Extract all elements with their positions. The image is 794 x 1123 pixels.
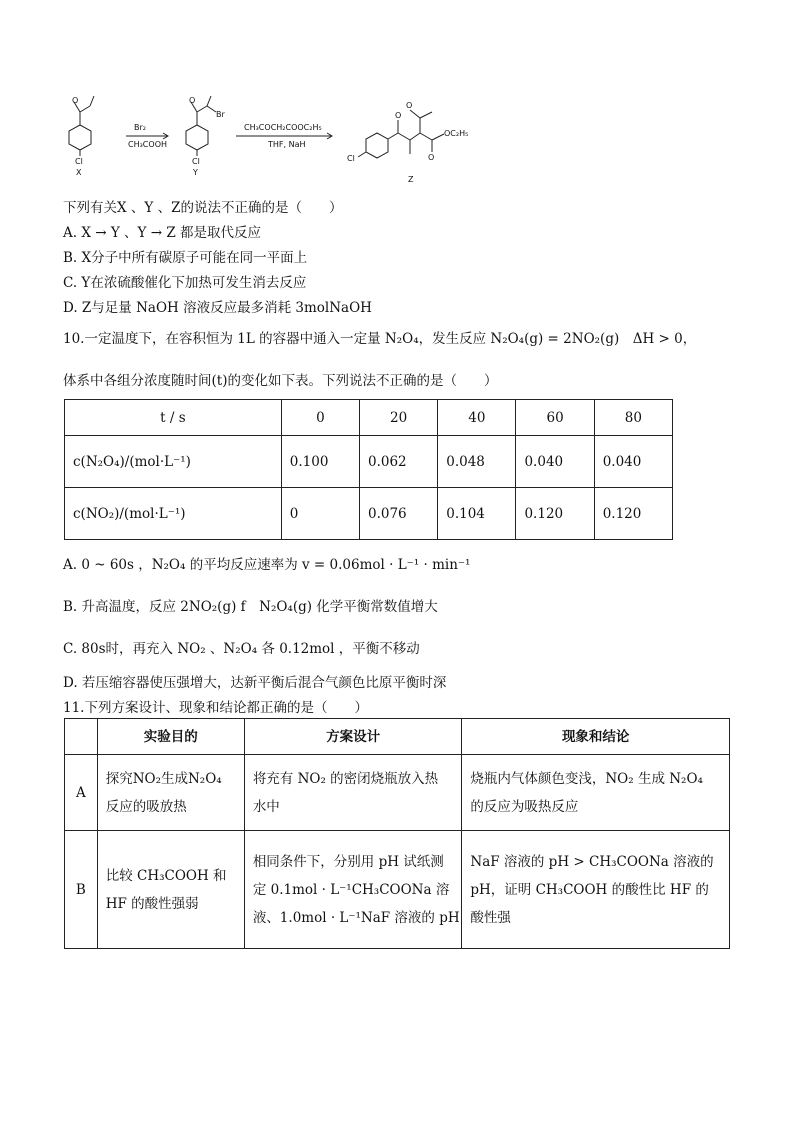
y-br-label: Br	[216, 110, 225, 119]
cell-line: 比较 CH₃COOH 和	[105, 867, 227, 884]
table-row	[65, 488, 673, 540]
cell-line: 将充有 NO₂ 的密闭烧瓶放入热	[252, 770, 439, 787]
q10-option-b[interactable]: B. 升高温度，反应 2NO₂(g) f N₂O₄(g) 化学平衡常数值增大	[63, 599, 438, 615]
cell-line: 的反应为吸热反应	[470, 798, 579, 815]
table-cell: 0.120	[594, 488, 672, 540]
q10-stem-line1: 10.一定温度下，在容积恒为 1L 的容器中通入一定量 N₂O₄，发生反应 N₂O₄(g) = 2NO₂(g) ΔH > 0，	[63, 331, 697, 347]
q10-stem-line2: 体系中各组分浓度随时间(t)的变化如下表。下列说法不正确的是（ ）	[63, 373, 498, 389]
table-cell-design	[244, 755, 462, 831]
table-cell-purpose	[97, 755, 244, 831]
row-label-b: B	[65, 831, 98, 949]
table-cell: 0.040	[516, 436, 594, 488]
arrow1-reagent: Br₂	[134, 123, 146, 132]
row-label-a: A	[65, 755, 98, 831]
table-cell: 0.104	[438, 488, 516, 540]
table-cell-result	[462, 755, 730, 831]
x-benzene-ring	[69, 125, 91, 150]
cell-line: 烧瓶内气体颜色变浅，NO₂ 生成 N₂O₄	[470, 770, 703, 787]
table-cell: 0.062	[360, 436, 438, 488]
z-benzene-ring	[366, 133, 388, 158]
cell-line: pH，证明 CH₃COOH 的酸性比 HF 的	[470, 881, 709, 898]
col-header: 60	[516, 400, 594, 436]
q9-option-c[interactable]: C. Y在浓硫酸催化下加热可发生消去反应	[63, 275, 307, 291]
table-cell: 0.100	[281, 436, 359, 488]
reaction-scheme	[60, 88, 510, 188]
z-cl-label: Cl	[347, 154, 355, 163]
table-cell: 0.040	[594, 436, 672, 488]
col-header-time: t / s	[65, 400, 282, 436]
q9-option-a[interactable]: A. X → Y 、Y → Z 都是取代反应	[63, 225, 262, 241]
table-cell-result	[462, 831, 730, 949]
table-cell: 0	[281, 488, 359, 540]
col-header-design: 方案设计	[244, 719, 462, 755]
col-header-result: 现象和结论	[462, 719, 730, 755]
col-header: 20	[360, 400, 438, 436]
cell-line: NaF 溶液的 pH > CH₃COONa 溶液的	[470, 853, 714, 870]
y-cl-label: Cl	[192, 157, 200, 166]
q9-option-d[interactable]: D. Z与足量 NaOH 溶液反应最多消耗 3molNaOH	[63, 300, 372, 316]
cell-line: 相同条件下，分别用 pH 试纸测	[252, 853, 444, 870]
y-label: Y	[193, 168, 198, 177]
experiment-table	[64, 718, 730, 949]
row-label-n2o4: c(N₂O₄)/(mol·L⁻¹)	[65, 436, 282, 488]
q10-option-a[interactable]: A. 0 ~ 60s ，N₂O₄ 的平均反应速率为 v = 0.06mol · L⁻¹ · min⁻¹	[63, 557, 471, 573]
table-cell-design	[244, 831, 462, 949]
z-ester-label: OC₂H₅	[444, 129, 469, 138]
col-header-option	[65, 719, 98, 755]
table-row	[65, 831, 730, 949]
svg-text:O: O	[189, 96, 196, 105]
table-cell: 0.120	[516, 488, 594, 540]
x-cl-label: Cl	[75, 157, 83, 166]
concentration-table	[64, 399, 673, 540]
arrow1-solvent: CH₃COOH	[128, 140, 168, 149]
table-cell-purpose	[97, 831, 244, 949]
arrow2-conditions: THF, NaH	[268, 140, 306, 149]
col-header: 80	[594, 400, 672, 436]
col-header: 0	[281, 400, 359, 436]
y-benzene-ring	[186, 125, 208, 150]
q11-stem: 11.下列方案设计、现象和结论都正确的是（ ）	[63, 700, 368, 716]
cell-line: 水中	[252, 798, 280, 815]
svg-text:O: O	[72, 96, 79, 105]
z-label: Z	[408, 175, 414, 184]
q9-stem: 下列有关X 、Y 、Z的说法不正确的是（ ）	[63, 200, 343, 216]
cell-line: 液、1.0mol · L⁻¹NaF 溶液的 pH	[252, 909, 460, 926]
cell-line: 酸性强	[470, 909, 511, 926]
cell-line: 探究NO₂生成N₂O₄	[105, 770, 222, 787]
col-header: 40	[438, 400, 516, 436]
cell-line: 反应的吸放热	[105, 798, 187, 815]
table-cell: 0.048	[438, 436, 516, 488]
table-row	[65, 436, 673, 488]
svg-text:O: O	[406, 101, 413, 110]
x-label: X	[76, 168, 82, 177]
cell-line: 定 0.1mol · L⁻¹CH₃COONa 溶	[252, 881, 450, 898]
q10-option-c[interactable]: C. 80s时，再充入 NO₂ 、N₂O₄ 各 0.12mol ，平衡不移动	[63, 641, 420, 657]
table-cell: 0.076	[360, 488, 438, 540]
q9-option-b[interactable]: B. X分子中所有碳原子可能在同一平面上	[63, 250, 308, 266]
row-label-no2: c(NO₂)/(mol·L⁻¹)	[65, 488, 282, 540]
svg-text:O: O	[395, 111, 402, 120]
svg-text:O: O	[428, 153, 435, 162]
table-row	[65, 755, 730, 831]
cell-line: HF 的酸性强弱	[105, 895, 199, 912]
q10-option-d[interactable]: D. 若压缩容器使压强增大，达新平衡后混合气颜色比原平衡时深	[63, 675, 447, 691]
col-header-purpose: 实验目的	[97, 719, 244, 755]
arrow2-reagent: CH₃COCH₂COOC₂H₅	[244, 123, 322, 132]
